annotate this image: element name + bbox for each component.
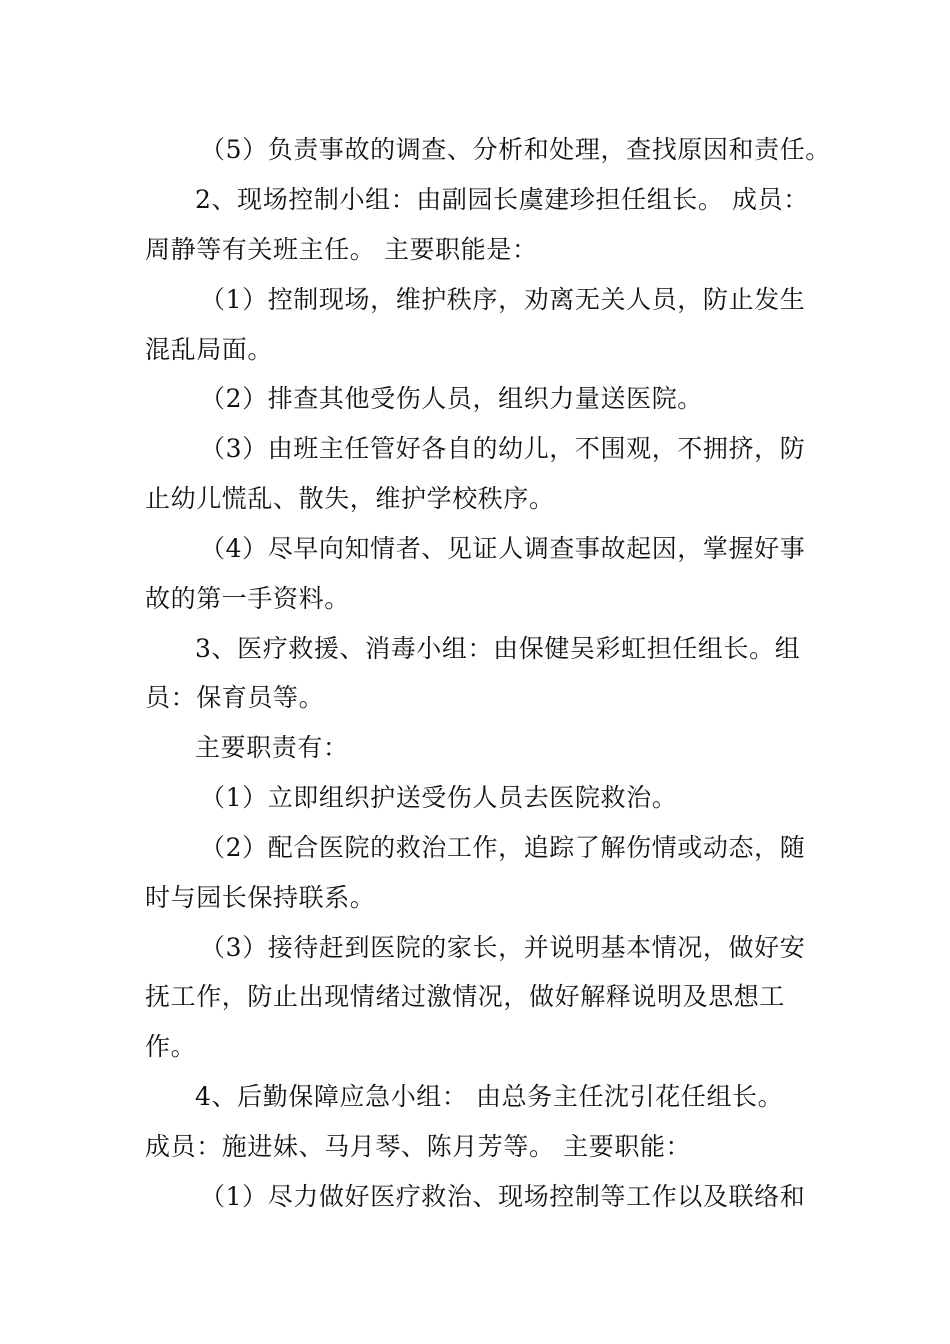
paragraph-line: （3）由班主任管好各自的幼儿，不围观，不拥挤，防: [200, 434, 806, 463]
paragraph-line: （1）控制现场，维护秩序，劝离无关人员，防止发生: [200, 285, 806, 314]
paragraph-line: （1）立即组织护送受伤人员去医院救治。: [200, 783, 678, 812]
paragraph-line: （2）排查其他受伤人员，组织力量送医院。: [200, 384, 703, 413]
paragraph-line: 混乱局面。: [145, 335, 274, 364]
paragraph-line: 故的第一手资料。: [145, 584, 350, 613]
paragraph-line: 抚工作，防止出现情绪过激情况，做好解释说明及思想工: [145, 982, 786, 1011]
paragraph-line: 3、医疗救援、消毒小组：由保健吴彩虹担任组长。组: [195, 634, 801, 663]
paragraph-line: 主要职责有：: [195, 733, 349, 762]
paragraph-line: 4、后勤保障应急小组： 由总务主任沈引花任组长。: [195, 1082, 784, 1111]
paragraph-line: （3）接待赶到医院的家长，并说明基本情况，做好安: [200, 933, 806, 962]
paragraph-line: 时与园长保持联系。: [145, 883, 376, 912]
paragraph-line: （5）负责事故的调查、分析和处理，查找原因和责任。: [200, 135, 831, 164]
paragraph-line: 周静等有关班主任。 主要职能是：: [145, 235, 538, 264]
paragraph-line: （4）尽早向知情者、见证人调查事故起因，掌握好事: [200, 534, 806, 563]
paragraph-line: （1）尽力做好医疗救治、现场控制等工作以及联络和: [200, 1182, 806, 1211]
paragraph-line: 2、现场控制小组：由副园长虞建珍担任组长。 成员：: [195, 185, 809, 214]
paragraph-line: （2）配合医院的救治工作，追踪了解伤情或动态，随: [200, 833, 806, 862]
paragraph-line: 作。: [145, 1032, 197, 1061]
paragraph-line: 止幼儿慌乱、散失，维护学校秩序。: [145, 484, 555, 513]
paragraph-line: 员：保育员等。: [145, 683, 325, 712]
paragraph-line: 成员：施进妹、马月琴、陈月芳等。 主要职能：: [145, 1132, 692, 1161]
